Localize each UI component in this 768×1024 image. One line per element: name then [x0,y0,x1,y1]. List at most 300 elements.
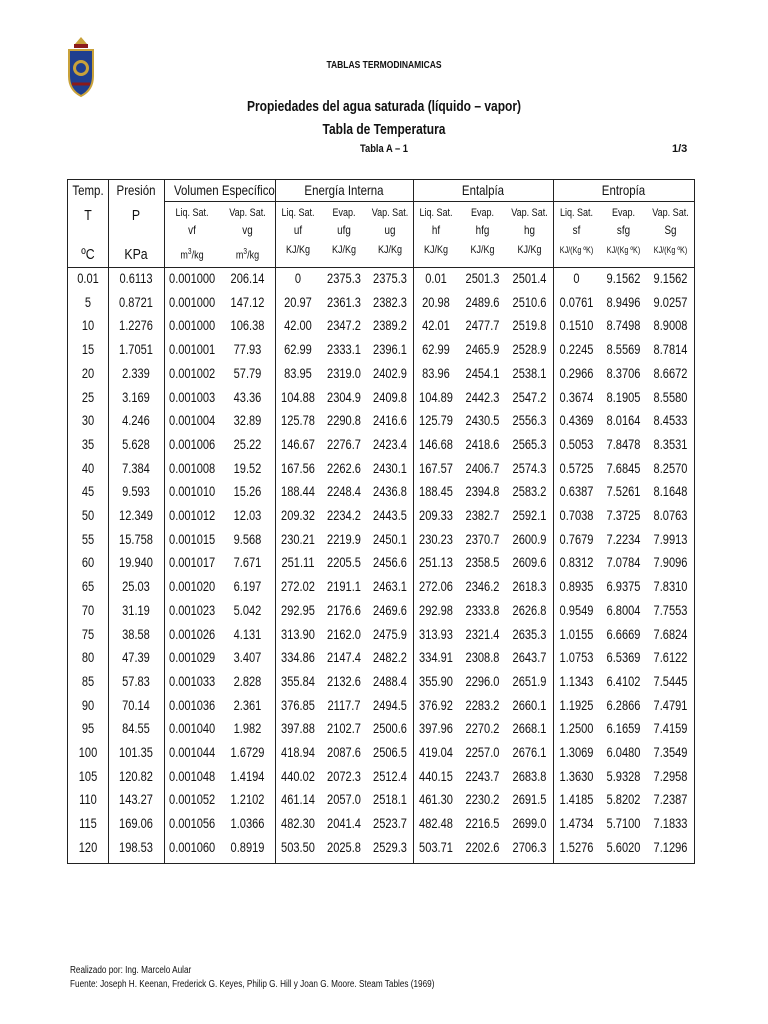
ug-label: Vap. Sat. [371,207,409,219]
table-cell: 2402.9 [373,365,407,381]
table-cell: 6.1659 [606,721,641,737]
table-cell: 5 [84,294,92,310]
group-entalpia-header: Entalpía [461,182,505,198]
table-cell: 418.94 [281,745,315,760]
table-cell: 461.14 [281,792,315,808]
table-cell: 65 [81,579,95,595]
table-cell: 0.001002 [169,365,216,381]
table-cell: 2321.4 [465,626,500,642]
table-cell: 10 [81,318,95,334]
table-cell: 100 [78,745,98,760]
table-cell: 2382.7 [465,508,500,523]
table-cell: 2216.5 [465,816,500,832]
table-cell: 2219.9 [327,531,361,547]
table-cell: 84.55 [122,721,150,737]
table-cell: 1.2276 [119,318,153,334]
table-cell: 0.4369 [559,413,594,429]
table-cell: 0.0761 [559,294,594,310]
table-cell: 2308.8 [465,650,500,666]
table-cell: 42.00 [284,318,312,334]
table-cell: 70 [81,602,95,618]
table-cell: 2234.2 [327,508,361,523]
table-cell: 2057.0 [327,792,361,808]
table-cell: 0.001029 [169,650,216,666]
hf-symbol: hf [431,223,441,237]
table-cell: 15 [81,342,95,358]
table-cell: 2643.7 [512,650,547,666]
table-cell: 0.001060 [169,839,216,855]
table-cell: 0.6113 [119,271,153,286]
table-cell: 2406.7 [465,460,500,476]
table-cell: 1.4734 [559,816,594,832]
table-cell: 70.14 [122,697,150,713]
table-cell: 169.06 [119,816,153,832]
table-cell: 7.384 [122,460,150,476]
table-cell: 440.15 [419,768,453,784]
table-row [68,268,694,291]
table-cell: 4.246 [122,413,150,429]
vg-unit: $m^3/kg$ [235,247,260,262]
table-cell: 7.5261 [606,484,641,500]
table-cell: 0.001000 [169,294,216,310]
table-cell: 20.97 [284,294,312,310]
table-cell: 0.001026 [169,626,216,642]
table-cell: 2382.3 [373,294,407,310]
table-cell: 8.1648 [653,484,688,500]
table-cell: 2519.8 [512,318,547,334]
table-row [68,458,694,481]
table-cell: 80 [81,650,95,666]
uf-symbol: uf [293,223,303,237]
table-cell: 2283.2 [465,697,500,713]
table-cell: 292.98 [419,602,453,618]
table-cell: 2430.1 [373,460,407,476]
table-cell: 9.568 [233,531,262,547]
table-cell: 19.940 [119,555,153,571]
col-presion-unit: KPa [124,246,148,263]
table-cell: 5.7100 [606,816,641,832]
table-cell: 2660.1 [512,697,547,713]
sfg-symbol: sfg [616,223,631,237]
table-cell: 2389.2 [373,318,407,334]
table-cell: 2489.6 [465,294,500,310]
hf-unit: KJ/Kg [423,244,449,256]
table-cell: 2370.7 [465,531,500,547]
table-cell: 55 [81,531,95,547]
table-cell: 8.4533 [653,413,688,429]
table-cell: 355.84 [281,673,315,689]
uf-label: Liq. Sat. [281,207,315,219]
table-cell: 440.02 [281,768,315,784]
table-cell: 0.001010 [169,484,216,500]
table-cell: 0.6387 [559,484,594,500]
table-cell: 2087.6 [327,745,361,760]
table-cell: 0.8312 [559,555,594,571]
group-volumen-header: Volumen Específico [173,182,275,198]
table-cell: 2423.4 [373,436,407,452]
table-cell: 0.001000 [169,318,216,334]
table-cell: 251.11 [281,555,315,571]
table-cell: 8.5580 [653,389,688,405]
table-row [68,837,694,860]
table-cell: 2394.8 [465,484,500,500]
table-cell: 2691.5 [512,792,547,808]
table-cell: 2243.7 [465,768,500,784]
table-cell: 7.3725 [606,508,641,523]
table-cell: 2375.3 [373,271,407,286]
table-cell: 0.001048 [169,768,216,784]
table-cell: 0.5725 [559,460,594,476]
table-cell: 20 [81,365,95,381]
table-cell: 2469.6 [373,602,407,618]
table-cell: 2296.0 [465,673,500,689]
ufg-label: Evap. [332,207,356,219]
table-cell: 0.8721 [119,294,153,310]
table-cell: 0.2966 [559,365,594,381]
ufg-unit: KJ/Kg [331,244,357,256]
table-cell: 62.99 [284,342,312,358]
table-cell: 0.001015 [169,531,216,547]
table-cell: 1.982 [233,721,262,737]
table-row [68,742,694,765]
table-cell: 1.4185 [559,792,594,808]
table-cell: 6.2866 [606,697,641,713]
table-cell: 19.52 [233,460,262,476]
col-temp-symbol: T [84,207,92,224]
table-cell: 7.4791 [653,697,688,713]
table-row [68,315,694,338]
table-cell: 2418.6 [465,436,500,452]
table-cell: 1.3630 [559,768,594,784]
table-cell: 2442.3 [465,389,500,405]
sf-symbol: sf [572,223,581,237]
table-cell: 1.4194 [230,768,265,784]
table-cell: 31.19 [122,602,150,618]
table-cell: 2.339 [122,365,150,381]
table-cell: 2506.5 [373,745,407,760]
table-cell: 38.58 [122,626,150,642]
table-cell: 105 [78,768,98,784]
table-cell: 0.001001 [169,342,216,358]
table-cell: 2396.1 [373,342,407,358]
group-energia-header: Energía Interna [304,182,384,198]
group-entropia-header: Entropía [601,182,646,198]
table-cell: 2600.9 [512,531,547,547]
table-cell: 2361.3 [327,294,361,310]
table-cell: 7.1833 [653,816,688,832]
table-cell: 6.0480 [606,745,641,760]
table-cell: 0.001000 [169,271,216,286]
table-cell: 0.7038 [559,508,594,523]
table-cell: 355.90 [419,673,453,689]
table-row [68,387,694,410]
table-cell: 2276.7 [327,436,361,452]
col-presion-symbol: P [131,207,141,224]
table-cell: 6.6669 [606,626,641,642]
table-row [68,813,694,836]
table-cell: 75 [81,626,95,642]
table-cell: 2117.7 [327,697,361,713]
table-cell: 1.1925 [559,697,594,713]
table-cell: 8.0164 [606,413,641,429]
table-cell: 1.2500 [559,721,594,737]
vg-symbol: vg [242,223,253,237]
table-cell: 45 [81,484,95,500]
table-cell: 0 [294,271,302,286]
table-cell: 0.01 [77,271,99,286]
table-cell: 5.9328 [606,768,641,784]
sfg-label: Evap. [611,207,636,219]
table-cell: 2132.6 [327,673,361,689]
table-row [68,363,694,386]
table-cell: 125.79 [419,413,453,429]
table-cell: 8.3531 [653,436,688,452]
table-cell: 2025.8 [327,839,361,855]
table-cell: 482.30 [281,816,315,832]
table-cell: 120 [78,839,98,855]
table-cell: 0.001023 [169,602,216,618]
table-cell: 0.001036 [169,697,216,713]
table-cell: 482.48 [419,816,453,832]
table-row [68,410,694,433]
table-cell: 2528.9 [512,342,547,358]
table-cell: 0.001004 [169,413,216,429]
table-row [68,339,694,362]
table-cell: 0.7679 [559,531,594,547]
table-cell: 2676.1 [512,745,547,760]
page-subtitle: Tabla de Temperatura [322,121,446,138]
table-cell: 8.2570 [653,460,688,476]
table-cell: 50 [81,508,95,523]
table-cell: 272.06 [419,579,453,595]
table-row [68,505,694,528]
table-cell: 0.001052 [169,792,216,808]
table-cell: 6.5369 [606,650,641,666]
table-cell: 2494.5 [373,697,407,713]
table-cell: 15.758 [119,531,153,547]
table-cell: 43.36 [233,389,262,405]
table-cell: 397.88 [281,721,315,737]
table-cell: 0.001040 [169,721,216,737]
table-cell: 57.79 [233,365,262,381]
table-cell: 35 [81,436,95,452]
table-cell: 230.23 [419,531,453,547]
table-cell: 2592.1 [512,508,547,523]
table-cell: 1.7051 [119,342,153,358]
table-cell: 2529.3 [373,839,407,855]
table-cell: 2706.3 [512,839,547,855]
table-cell: 2176.6 [327,602,361,618]
table-row [68,600,694,623]
table-cell: 2409.8 [373,389,407,405]
table-cell: 2547.2 [512,389,547,405]
table-row [68,647,694,670]
table-cell: 292.95 [281,602,315,618]
table-cell: 0.001020 [169,579,216,595]
table-cell: 0.1510 [559,318,594,334]
table-cell: 0.8935 [559,579,594,595]
footer-source: Fuente: Joseph H. Keenan, Frederick G. Keyes, Philip G. Hill y Joan G. Moore. Steam Tables (1969) [70,979,435,990]
hfg-unit: KJ/Kg [470,244,495,256]
table-cell: 7.8478 [606,436,641,452]
table-cell: 2454.1 [465,365,500,381]
table-cell: 7.4159 [653,721,688,737]
table-row [68,718,694,741]
table-cell: 2304.9 [327,389,361,405]
table-cell: 7.671 [233,555,262,571]
table-cell: 15.26 [233,484,262,500]
table-cell: 209.32 [281,508,315,523]
table-cell: 0.001006 [169,436,216,452]
table-cell: 6.4102 [606,673,641,689]
table-cell: 2416.6 [373,413,407,429]
table-row [68,481,694,504]
table-cell: 376.92 [419,697,453,713]
table-cell: 209.33 [419,508,453,523]
table-cell: 2518.1 [373,792,407,808]
table-cell: 2347.2 [327,318,361,334]
table-cell: 2556.3 [512,413,547,429]
table-cell: 8.9496 [606,294,641,310]
table-cell: 2456.6 [373,555,407,571]
table-cell: 7.6824 [653,626,688,642]
table-cell: 7.2387 [653,792,688,808]
table-cell: 120.82 [119,768,153,784]
table-cell: 7.6122 [653,650,688,666]
table-cell: 2635.3 [512,626,547,642]
table-cell: 7.9096 [653,555,688,571]
table-cell: 12.03 [233,508,262,523]
table-cell: 2333.8 [465,602,500,618]
table-cell: 167.56 [281,460,315,476]
table-row [68,292,694,315]
table-cell: 2683.8 [512,768,547,784]
table-cell: 104.88 [281,389,315,405]
table-cell: 90 [81,697,95,713]
table-cell: 0.01 [425,271,447,286]
table-cell: 2512.4 [373,768,407,784]
table-cell: 2501.4 [512,271,547,286]
table-cell: 2375.3 [327,271,361,286]
table-row [68,434,694,457]
table-cell: 1.2102 [230,792,265,808]
table-cell: 2319.0 [327,365,361,381]
hfg-symbol: hfg [475,223,490,237]
table-cell: 503.71 [419,839,453,855]
table-cell: 2465.9 [465,342,500,358]
table-cell: 2041.4 [327,816,361,832]
table-cell: 2477.7 [465,318,500,334]
table-cell: 397.96 [419,721,453,737]
table-cell: 8.9008 [653,318,688,334]
page-title: Propiedades del agua saturada (líquido – vapor) [246,98,522,115]
table-cell: 110 [79,792,97,808]
table-cell: 334.86 [281,650,315,666]
table-cell: 0.001056 [169,816,216,832]
table-cell: 198.53 [119,839,153,855]
table-cell: 334.91 [419,650,453,666]
table-cell: 32.89 [233,413,262,429]
table-cell: 0.9549 [559,602,594,618]
table-cell: 376.85 [281,697,315,713]
table-cell: 2102.7 [327,721,361,737]
table-cell: 2191.1 [327,579,361,595]
table-cell: 2565.3 [512,436,547,452]
table-cell: 77.93 [233,342,262,358]
table-cell: 7.7553 [653,602,688,618]
table-cell: 461.30 [419,792,453,808]
table-cell: 2651.9 [512,673,547,689]
table-row [68,552,694,575]
table-cell: 2333.1 [327,342,361,358]
page-number: 1/3 [672,143,688,155]
table-cell: 2510.6 [512,294,547,310]
table-cell: 0.5053 [559,436,594,452]
table-cell: 2162.0 [327,626,361,642]
table-cell: 251.13 [419,555,453,571]
table-cell: 1.0753 [559,650,594,666]
table-cell: 7.6845 [606,460,641,476]
table-row [68,766,694,789]
table-id: Tabla A – 1 [360,143,408,155]
table-cell: 2290.8 [327,413,361,429]
table-cell: 2488.4 [373,673,407,689]
table-cell: 2500.6 [373,721,407,737]
table-cell: 2346.2 [465,579,500,595]
col-presion-header: Presión [116,182,156,198]
table-cell: 104.89 [419,389,453,405]
col-temp-header: Temp. [72,182,104,198]
table-cell: 2626.8 [512,602,547,618]
table-cell: 30 [81,413,95,429]
table-cell: 20.98 [422,294,450,310]
table-cell: 2443.5 [373,508,407,523]
ug-unit: KJ/Kg [377,244,403,256]
col-temp-unit: ºC [81,246,95,263]
table-cell: 2257.0 [465,745,500,760]
table-cell: 57.83 [122,673,150,689]
table-cell: 188.45 [419,484,453,500]
table-cell: 0.2245 [559,342,594,358]
table-cell: 8.3706 [606,365,641,381]
table-cell: 9.593 [122,484,150,500]
table-cell: 101.35 [119,745,153,760]
table-row [68,576,694,599]
sg-label: Vap. Sat. [652,207,689,219]
table-cell: 7.5445 [653,673,688,689]
table-cell: 0.001017 [169,555,216,571]
table-cell: 313.90 [281,626,315,642]
table-cell: 7.2234 [606,531,641,547]
table-cell: 8.1905 [606,389,641,405]
table-cell: 3.407 [233,650,262,666]
table-cell: 0.001033 [169,673,216,689]
table-cell: 1.1343 [559,673,594,689]
table-cell: 2202.6 [465,839,500,855]
table-cell: 167.57 [419,460,453,476]
table-cell: 206.14 [230,271,265,286]
table-cell: 6.9375 [606,579,641,595]
table-cell: 7.8310 [653,579,688,595]
table-cell: 147.12 [230,294,265,310]
table-cell: 8.5569 [606,342,641,358]
table-cell: 25.22 [233,436,262,452]
table-cell: 2463.1 [373,579,407,595]
table-cell: 83.95 [284,365,312,381]
table-cell: 95 [81,721,95,737]
table-cell: 40 [81,460,95,476]
table-cell: 2072.3 [327,768,361,784]
